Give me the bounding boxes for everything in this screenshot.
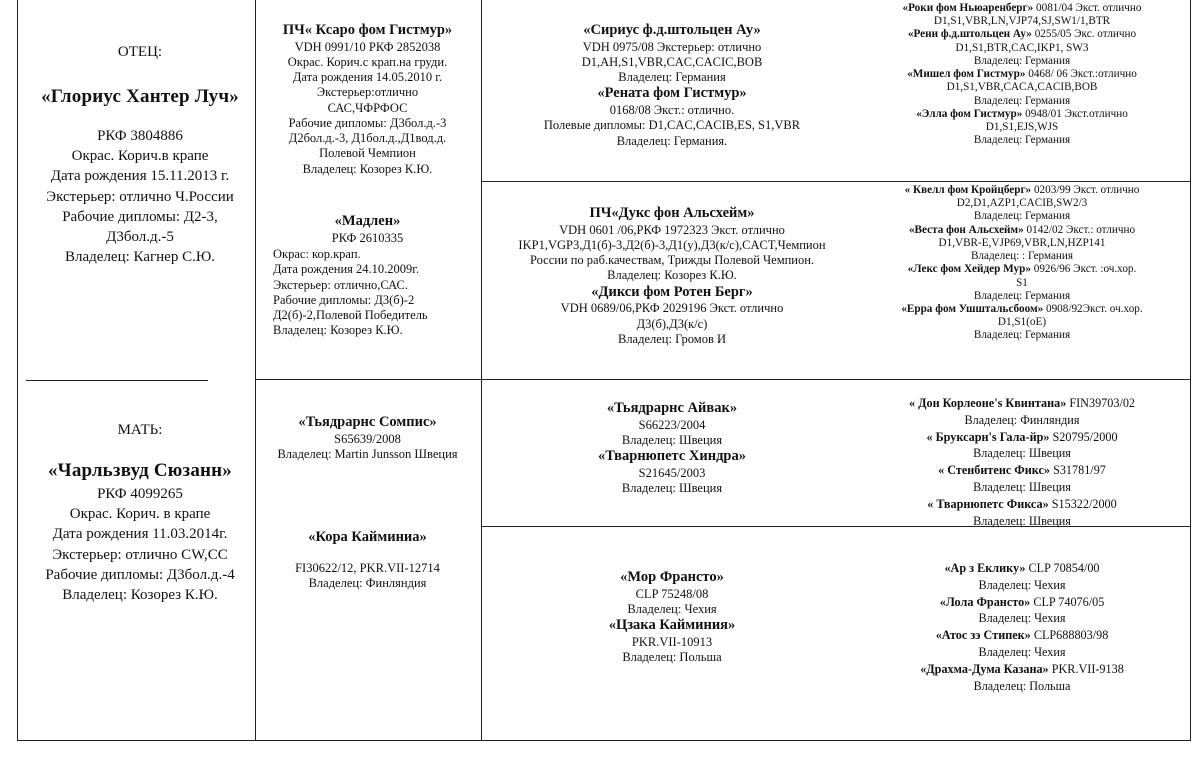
ancestor-name: «Ерра фом Ушштальсбоом»	[901, 302, 1044, 315]
sire-dam-line: Окрас: кор.крап.	[273, 247, 361, 261]
sire-sire-line: VDH 0991/10 РКФ 2852038	[294, 39, 441, 54]
dam-line: Окрас. Корич. в крапе	[69, 506, 211, 523]
sire-sire-line: Д2бол.д.-3, Д1бол.д.,Д1вод.д.	[288, 131, 447, 146]
ancestor-line: S1	[1016, 276, 1028, 289]
ancestor-line: Владелец: Германия	[973, 210, 1071, 223]
ancestor-line: Владелец: Германия	[973, 134, 1071, 147]
sire-card	[20, 42, 260, 268]
dam-sire-line: Владелец: Martin Junsson Швеция	[277, 446, 458, 461]
ancestor-line: PKR.VII-10913	[631, 634, 713, 649]
ancestor-name: «Рената фом Гистмур»	[597, 85, 747, 102]
sire-line: Рабочие дипломы: Д2-3,	[62, 208, 218, 225]
ancestor-name: «Тварнюпетс Хиндра»	[597, 448, 746, 465]
dam-sire-card	[255, 414, 480, 462]
row-divider-upper	[481, 181, 1191, 182]
sire-dam-line: Дата рождения 24.10.2009г.	[273, 262, 420, 277]
dam-line: Дата рождения 11.03.2014г.	[52, 526, 228, 543]
dam-line: Владелец: Козорез К.Ю.	[62, 587, 218, 604]
ancestor-line: Д3(б),Д3(к/с)	[636, 316, 708, 331]
dam-sire-line: S65639/2008	[334, 431, 401, 446]
great-grandparents-lower-middle	[862, 395, 1182, 530]
sire-sire-line: Экстерьер:отлично	[316, 85, 419, 100]
ancestor-line: Владелец: Финляндия	[964, 412, 1080, 427]
ancestor-line: Владелец: Германия	[973, 289, 1071, 302]
sire-sire-line: Окрас. Корич.с крап.на груди.	[287, 54, 448, 69]
dam-label: МАТЬ:	[117, 422, 163, 438]
ancestor-line: Владелец: Швеция	[973, 480, 1071, 495]
sire-dam-sire-card	[482, 205, 862, 347]
ancestor-registration: CLP 74076/05	[1033, 594, 1105, 609]
ancestor-registration: CLP 70854/00	[1028, 561, 1100, 575]
ancestor-line: D2,D1,AZP1,CACIB,SW2/3	[956, 197, 1088, 210]
ancestor-line: Владелец: Громов И	[617, 331, 727, 346]
dam-dam-name: «Кора Кайминиа»	[308, 529, 427, 545]
dam-dam-line: FI30622/12, PKR.VII-12714	[295, 560, 440, 575]
ancestor-line: D1,AH,S1,VBR,CAC,CACIC,BOB	[581, 54, 763, 69]
ancestor-line: VDH 0975/08 Экстерьер: отлично	[582, 39, 762, 54]
sire-dam-separator	[26, 380, 208, 381]
ancestor-line: Владелец: Германия	[973, 54, 1071, 67]
sire-name: «Глориус Хантер Луч»	[41, 86, 239, 108]
sire-line: Д3бол.д.-5	[106, 229, 174, 246]
ancestor-registration: PKR.VII-9138	[1051, 661, 1124, 676]
dam-dam-card	[255, 529, 480, 591]
sire-dam-details	[273, 247, 478, 339]
sire-dam-line: Д2(б)-2,Полевой Победитель	[273, 308, 428, 322]
ancestor-line: D1,S1,BTR,CAC,IKP1, SW3	[955, 41, 1089, 54]
ancestor-name: «Ар з Еклику»	[944, 561, 1026, 575]
ancestor-line: D1,S1,EJS,WJS	[985, 120, 1059, 133]
ancestor-name: « Тварнюпетс Фикса»	[927, 496, 1049, 511]
sire-line: Дата рождения 15.11.2013 г.	[50, 168, 230, 185]
ancestor-line: CLP 75248/08	[635, 586, 709, 601]
ancestor-line: России по раб.качествам, Трижды Полевой Чемпион.	[529, 253, 815, 268]
ancestor-registration: 0908/92Экст. оч.хор.	[1045, 302, 1143, 315]
ancestor-line: Владелец: Швеция	[973, 446, 1071, 461]
ancestor-line: Владелец: Чехия	[627, 601, 717, 616]
ancestor-name: «Дикси фом Ротен Берг»	[591, 283, 753, 300]
ancestor-name: «Драхма-Дума Казана»	[920, 661, 1049, 676]
ancestor-line: D1,S1,VBR,CACA,CACIB,BOB	[946, 81, 1098, 94]
ancestor-registration: 0081/04 Экст. отлично	[1036, 2, 1142, 14]
ancestor-name: «Роки фом Ньюаренберг»	[902, 2, 1034, 14]
great-grandparents-upper-middle	[862, 184, 1182, 343]
ancestor-line: Владелец: Швеция	[621, 481, 723, 496]
ancestor-line: Владелец: Чехия	[978, 645, 1066, 660]
ancestor-registration: S31781/97	[1053, 463, 1106, 478]
sire-sire-name: ПЧ« Ксаро фом Гистмур»	[282, 22, 453, 38]
ancestor-line: Владелец: Козорез К.Ю.	[607, 268, 737, 283]
ancestor-line: D1,S1(oE)	[997, 316, 1047, 329]
ancestor-line: VDH 0689/06,РКФ 2029196 Экст. отлично	[560, 301, 784, 316]
great-grandparents-upper	[862, 2, 1182, 147]
sire-dam-line: Рабочие дипломы: Д3(б)-2	[273, 292, 415, 307]
row-divider-middle	[255, 379, 1191, 380]
ancestor-name: «Атос зэ Стипек»	[935, 628, 1031, 643]
ancestor-registration: FIN39703/02	[1069, 396, 1136, 410]
sire-sire-card	[255, 22, 480, 177]
ancestor-line: Владелец: Швеция	[621, 432, 723, 447]
ancestor-line: Владелец: Германия	[973, 329, 1071, 342]
sire-line: Владелец: Кагнер С.Ю.	[65, 249, 215, 266]
ancestor-line: Владелец: Польша	[973, 678, 1071, 693]
sire-dam-line: РКФ 2610335	[331, 230, 404, 245]
ancestor-line: D1,S1,VBR,LN,VJP74,SJ,SW1/1,BTR	[933, 15, 1111, 28]
ancestor-line: Полевые дипломы: D1,CAC,CACIB,ES, S1,VBR	[543, 118, 801, 133]
ancestor-registration: 0203/99 Экст. отлично	[1033, 184, 1140, 196]
ancestor-line: Владелец: : Германия	[970, 250, 1074, 263]
sire-dam-name: «Мадлен»	[334, 213, 401, 229]
ancestor-registration: S15322/2000	[1051, 496, 1117, 511]
sire-sire-sire-card	[482, 22, 862, 149]
sire-sire-line: САС,ЧФРФОС	[327, 100, 408, 115]
sire-sire-line: Полевой Чемпион	[319, 146, 416, 161]
dam-card	[20, 420, 260, 605]
ancestor-registration: 0948/01 Экст.отлично	[1025, 107, 1128, 120]
ancestor-name: «Сириус ф.д.штольцен Ау»	[583, 22, 761, 38]
ancestor-name: «Цзака Кайминия»	[608, 617, 736, 634]
ancestor-registration: 0468/ 06 Экст.:отлично	[1028, 68, 1137, 81]
sire-sire-line: Рабочие дипломы: Д3бол.д.-3	[288, 115, 447, 130]
sire-dam-line: Экстерьер: отлично,САС.	[273, 277, 409, 292]
ancestor-line: Владелец: Германия.	[616, 133, 728, 148]
ancestor-line: 0168/08 Экст.: отлично.	[609, 103, 735, 118]
great-grandparents-lower	[862, 560, 1182, 695]
ancestor-line: IKP1,VGP3,Д1(б)-3,Д2(б)-3,Д1(у),Д3(к/с),CACT,Чемпион	[518, 237, 826, 252]
ancestor-name: «Лола Франсто»	[939, 594, 1031, 609]
sire-line: Экстерьер: отлично Ч.России	[46, 188, 234, 205]
sire-line: Окрас. Корич.в крапе	[71, 148, 209, 165]
ancestor-registration: CLP688803/98	[1033, 628, 1109, 643]
sire-dam-card	[255, 213, 480, 246]
sire-label: ОТЕЦ:	[117, 44, 163, 60]
dam-sire-name: «Тьядрарнс Сомпис»	[298, 414, 437, 430]
ancestor-name: «Мишел фом Гистмур»	[907, 68, 1026, 81]
ancestor-line: Владелец: Швеция	[973, 513, 1071, 528]
dam-name: «Чарльзвуд Сюзанн»	[47, 460, 233, 482]
sire-sire-line: Владелец: Козорез К.Ю.	[302, 161, 433, 176]
ancestor-name: « Квелл фом Кройцберг»	[904, 184, 1032, 196]
ancestor-line: VDH 0601 /06,РКФ 1972323 Экст. отлично	[559, 222, 785, 237]
ancestor-line: S66223/2004	[638, 417, 706, 432]
ancestor-line: S21645/2003	[638, 465, 706, 480]
ancestor-name: ПЧ«Дукс фон Альсхейм»	[589, 205, 755, 221]
ancestor-name: « Стенбитенс Фикс»	[938, 463, 1051, 478]
ancestor-name: «Веста фон Альсхейм»	[908, 223, 1024, 236]
ancestor-registration: 0142/02 Экст.: отлично	[1026, 223, 1136, 236]
sire-sire-line: Дата рождения 14.05.2010 г.	[292, 70, 443, 85]
ancestor-name: « Дон Корлеоне's Квинтана»	[908, 396, 1067, 410]
dam-line: РКФ 4099265	[97, 485, 183, 502]
ancestor-line: Владелец: Германия	[618, 70, 726, 85]
ancestor-name: «Мор Франсто»	[620, 569, 724, 585]
ancestor-registration: 0926/96 Экст. :оч.хор.	[1033, 263, 1137, 276]
ancestor-name: «Элла фом Гистмур»	[916, 107, 1023, 120]
ancestor-name: «Рени ф.д.штольцен Ау»	[907, 28, 1032, 41]
ancestor-line: Владелец: Германия	[973, 94, 1071, 107]
ancestor-line: Владелец: Польша	[622, 650, 722, 665]
sire-dam-line: Владелец: Козорез К.Ю.	[273, 323, 403, 338]
ancestor-name: «Тьядрарнс Айвак»	[606, 400, 738, 416]
dam-line: Экстерьер: отлично CW,CC	[52, 546, 228, 563]
ancestor-name: «Лекс фом Хейдер Мур»	[907, 263, 1031, 276]
sire-line: РКФ 3804886	[97, 127, 183, 144]
ancestor-line: D1,VBR-E,VJP69,VBR,LN,HZP141	[938, 236, 1106, 249]
ancestor-line: Владелец: Чехия	[978, 577, 1066, 592]
dam-dam-line: Владелец: Финляндия	[308, 575, 427, 590]
ancestor-name: « Бруксарн's Гала-йр»	[926, 429, 1050, 444]
dam-sire-sire-card	[482, 400, 862, 496]
dam-line: Рабочие дипломы: Д3бол.д.-4	[45, 566, 235, 583]
ancestor-registration: S20795/2000	[1052, 429, 1118, 444]
dam-dam-sire-card	[482, 569, 862, 665]
ancestor-registration: 0255/05 Экс. отлично	[1034, 28, 1137, 41]
ancestor-line: Владелец: Чехия	[978, 611, 1066, 626]
